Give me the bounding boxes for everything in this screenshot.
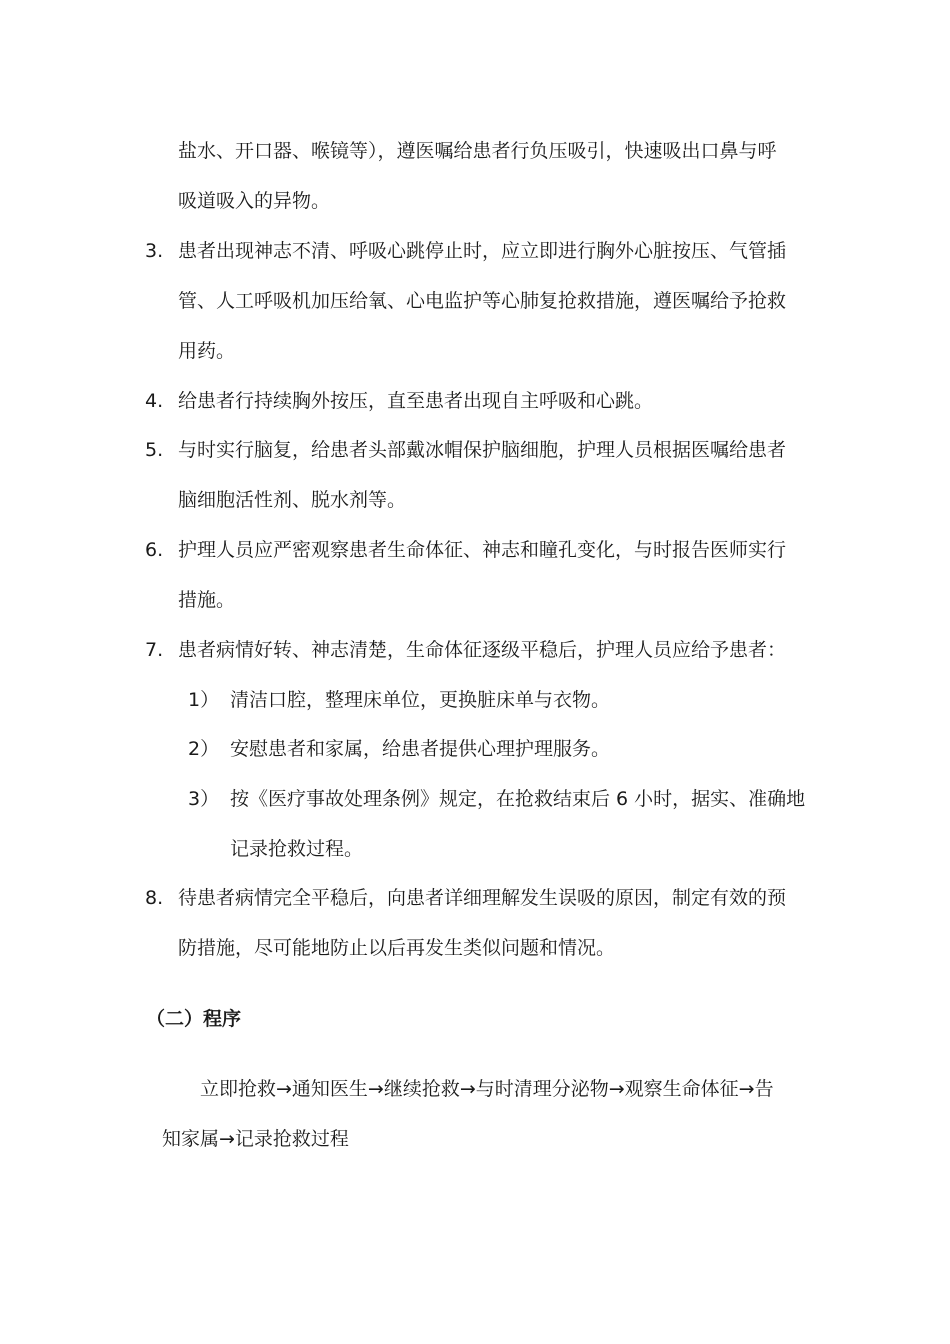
list-item-number: 7.: [145, 639, 164, 661]
list-item-number: 5.: [145, 439, 164, 461]
sub-list-item-number: 1）: [188, 689, 220, 711]
body-line: 用药。: [178, 340, 236, 362]
body-line: 管、人工呼吸机加压给氧、心电监护等心肺复抢救措施，遵医嘱给予抢救: [178, 290, 787, 312]
body-line: 清洁口腔，整理床单位，更换脏床单与衣物。: [230, 689, 611, 711]
body-line: 待患者病情完全平稳后，向患者详细理解发生误吸的原因，制定有效的预: [178, 887, 787, 909]
section-heading: （二）程序: [146, 1008, 242, 1030]
sub-list-item-number: 3）: [188, 788, 220, 810]
body-line: 措施。: [178, 589, 236, 611]
body-line: 防措施，尽可能地防止以后再发生类似问题和情况。: [178, 937, 616, 959]
list-item-number: 3.: [145, 240, 164, 262]
list-item-number: 8.: [145, 887, 164, 909]
body-line: 护理人员应严密观察患者生命体征、神志和瞳孔变化，与时报告医师实行: [178, 539, 787, 561]
body-line: 给患者行持续胸外按压，直至患者出现自主呼吸和心跳。: [178, 390, 654, 412]
body-line: 按《医疗事故处理条例》规定，在抢救结束后 6 小时，据实、准确地: [230, 788, 806, 810]
body-line: 患者出现神志不清、呼吸心跳停止时，应立即进行胸外心脏按压、气管插: [178, 240, 787, 262]
body-line: 脑细胞活性剂、脱水剂等。: [178, 489, 407, 511]
body-line: 与时实行脑复，给患者头部戴冰帽保护脑细胞，护理人员根据医嘱给患者: [178, 439, 787, 461]
procedure-line: 立即抢救→通知医生→继续抢救→与时清理分泌物→观察生命体征→告: [200, 1078, 774, 1100]
body-line: 吸道吸入的异物。: [178, 190, 331, 212]
body-line: 盐水、开口器、喉镜等），遵医嘱给患者行负压吸引，快速吸出口鼻与呼: [178, 140, 777, 162]
sub-list-item-number: 2）: [188, 738, 220, 760]
body-line: 患者病情好转、神志清楚，生命体征逐级平稳后，护理人员应给予患者：: [178, 639, 787, 661]
list-item-number: 6.: [145, 539, 164, 561]
list-item-number: 4.: [145, 390, 164, 412]
body-line: 记录抢救过程。: [230, 838, 364, 860]
procedure-line: 知家属→记录抢救过程: [162, 1128, 349, 1150]
body-line: 安慰患者和家属，给患者提供心理护理服务。: [230, 738, 611, 760]
